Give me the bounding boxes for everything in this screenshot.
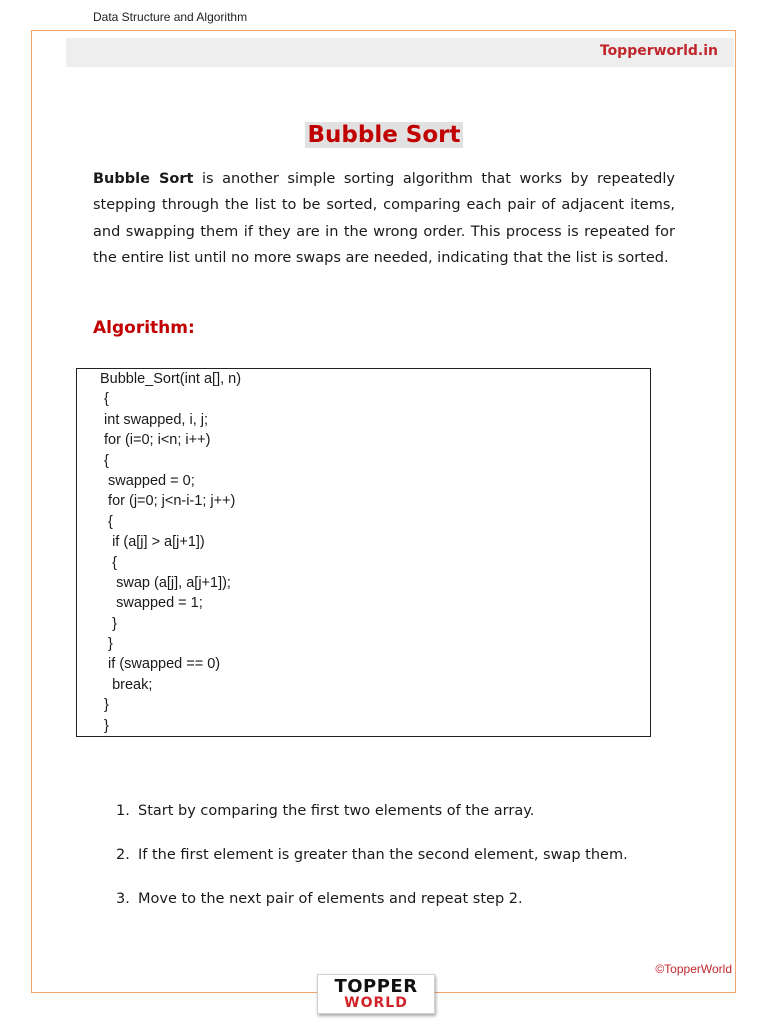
code-line: swapped = 1; bbox=[100, 595, 203, 612]
code-line: int swapped, i, j; bbox=[100, 411, 208, 428]
list-item bbox=[116, 884, 628, 928]
code-lines bbox=[100, 369, 241, 736]
code-line: { bbox=[100, 513, 113, 530]
code-line: swap (a[j], a[j+1]); bbox=[100, 574, 231, 591]
intro-bold-lead: Bubble Sort bbox=[93, 171, 194, 187]
copyright-text: ©TopperWorld bbox=[655, 962, 732, 976]
topperworld-logo bbox=[317, 974, 435, 1014]
site-link[interactable]: Topperworld.in bbox=[599, 43, 718, 59]
step-number: 2. bbox=[116, 847, 130, 863]
code-line: } bbox=[100, 717, 109, 734]
code-line: if (a[j] > a[j+1]) bbox=[100, 534, 205, 551]
step-number: 3. bbox=[116, 891, 130, 907]
step-text: If the first element is greater than the second element, swap them. bbox=[138, 847, 628, 863]
code-line: if (swapped == 0) bbox=[100, 656, 221, 673]
step-text: Start by comparing the first two elements of the array. bbox=[138, 803, 535, 819]
code-line: swapped = 0; bbox=[100, 472, 195, 489]
code-line: Bubble_Sort(int a[], n) bbox=[100, 371, 242, 387]
steps-list bbox=[116, 796, 628, 928]
logo-line-2: WORLD bbox=[344, 995, 408, 1011]
code-line: { bbox=[100, 452, 109, 469]
intro-paragraph bbox=[93, 166, 675, 272]
code-line: { bbox=[100, 391, 109, 408]
page-title-text: Bubble Sort bbox=[307, 122, 461, 148]
step-text: Move to the next pair of elements and repeat step 2. bbox=[138, 891, 523, 907]
header-bar bbox=[66, 38, 734, 67]
logo-line-1: TOPPER bbox=[334, 976, 418, 997]
page-title bbox=[0, 122, 768, 148]
code-line: for (j=0; j<n-i-1; j++) bbox=[100, 493, 236, 510]
code-line: { bbox=[100, 554, 117, 571]
running-header: Data Structure and Algorithm bbox=[93, 10, 248, 24]
list-item bbox=[116, 840, 628, 884]
intro-text: is another simple sorting algorithm that works by repeatedly stepping through the list to be sorted, comparing each pair of adjacent items, and swapping them if they are in the wrong order. This process is repeated for the entire list until no more swaps are needed, indicating that the list is sorted. bbox=[93, 171, 675, 267]
code-line: } bbox=[100, 636, 113, 653]
code-line: break; bbox=[100, 676, 153, 693]
code-line: } bbox=[100, 697, 109, 714]
algorithm-heading: Algorithm: bbox=[93, 318, 195, 338]
list-item bbox=[116, 796, 628, 840]
code-block bbox=[76, 368, 651, 737]
step-number: 1. bbox=[116, 803, 130, 819]
code-line: for (i=0; i<n; i++) bbox=[100, 432, 211, 449]
code-line: } bbox=[100, 615, 117, 632]
